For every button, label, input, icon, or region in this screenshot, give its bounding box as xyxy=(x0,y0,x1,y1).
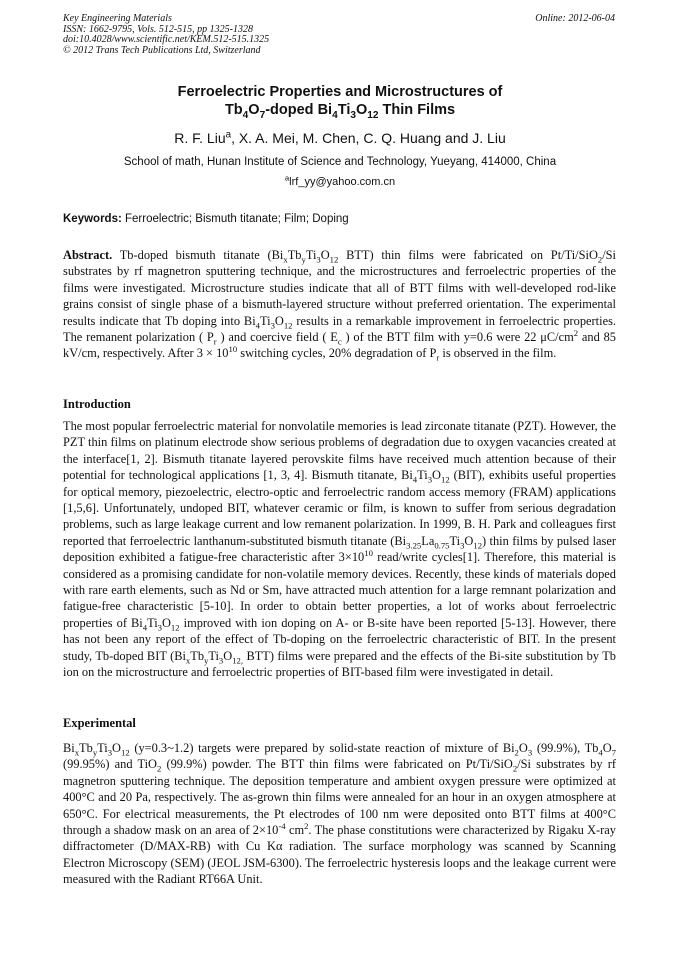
author-list: R. F. Liu$^a$, X. A. Mei, M. Chen, C. Q. Huang and J. Liu xyxy=(174,129,506,146)
journal-header xyxy=(63,14,615,56)
experimental-heading: Experimental xyxy=(63,716,136,730)
title-line-2: $Tb_4O_7$-doped $Bi_4Ti_3O_{12}$ Thin Films xyxy=(224,102,456,121)
affiliation: School of math, Hunan Institute of Science and Technology, Yueyang, 414000, China xyxy=(123,156,557,168)
paper-title xyxy=(60,83,620,119)
doi-line: doi:10.4028/www.scientific.net/KEM.512-515.1325 xyxy=(63,34,270,45)
online-date: Online: 2012-06-04 xyxy=(535,13,615,24)
experimental-paragraph: $Bi_xTb_yTi_3O_{12}$ (y=0.3~1.2) targets were prepared by solid-state reaction of mixture of $Bi_2O_3$ (99.9%), $Tb_4O_7$ (99.95%) and TiO$_2$ (99.9%) powder. The BTT thin films were fabricated on Pt/Ti/SiO$_2$/Si substrates by rf magnetron sputtering technique. The deposition temperature and ambient oxygen pressure were optimized at 400°C and 20 Pa, respectively. The as-grown thin films were annealed for an hour in an oxygen atmosphere at 650°C. For electrical measurements, the Pt electrodes of 100 nm were deposited onto BTT films at 400°C through a shadow mask on an area of $2\times 10^{-4}$ $cm^2$. The phase constitutions were characterized by Rigaku X-ray diffractometer (D/MAX-RB) with Cu Kα radiation. The surface morphology was scanned by Scanning Electron Microscopy (SEM) (JEOL JSM-6300). The ferroelectric hysteresis loops and the leakage current were measured with the Radiant RT66A Unit. xyxy=(63,741,616,887)
author-email: $^a$lrf_yy@yahoo.com.cn xyxy=(284,173,396,188)
journal-name: Key Engineering Materials xyxy=(63,13,172,24)
introduction-heading: Introduction xyxy=(63,397,131,411)
copyright-line: © 2012 Trans Tech Publications Ltd, Switzerland xyxy=(63,44,261,56)
introduction-paragraph: The most popular ferroelectric material for nonvolatile memories is lead zirconate titanate (PZT). However, the PZT thin films on platinum electrode show serious problems of degradation due to oxygen vacancies created at the interface[1, 2]. Bismuth titanate layered perovskite films have received much attention because of their potential for technological applications [1, 3, 4]. Bismuth titanate, $Bi_4Ti_3O_{12}$ (BIT), exhibits useful properties for optical memory, piezoelectric, electro-optic and ferroelectric random access memory (FRAM) applications [1,5,6]. Unfortunately, undoped BIT, whatever ceramic or film, is known to suffer from serious degradation problems, such as large leakage current and low remanent polarization. In 1999, B. H. Park and colleagues first reported that ferroelectric lanthanum-substituted bismuth titanate $(Bi_{3.25}La_{0.75}Ti_3O_{12})$ thin films by pulsed laser deposition exhibited a fatigue-free characteristic after $3\times 10^{10}$ read/write cycles[1]. Therefore, this material is considered as a promising candidate for non-volatile memory devices. Recently, these kinds of materials doped with rare earth elements, such as Nd or Sm, have attracted much attention for a large remnant polarization and fatigue-free characteristic [5-10]. In order to obtain better properties, a lot of works about ferroelectric properties of $Bi_4Ti_3O_{12}$ improved with ion doping on A- or B-site have been reported [5-13]. However, there has not been any report of the effect of Tb-doping on the ferroelectric characteristic of BIT. In the present study, Tb-doped BIT ($Bi_xTb_yTi_3O_{12,}$ BTT) films were prepared and the effects of the Bi-site substitution by Tb ion on the microstructure and ferroelectric properties of BIT-based film were investigated in detail. xyxy=(63,419,616,680)
issn-line: ISSN: 1662-9795, Vols. 512-515, pp 1325-1328 xyxy=(63,23,253,35)
title-line-1: Ferroelectric Properties and Microstructures of xyxy=(177,84,503,100)
abstract-paragraph: Abstract. Tb-doped bismuth titanate ($Bi_xTb_yTi_3O_{12}$ BTT) thin films were fabricated on Pt/Ti/SiO$_2$/Si substrates by rf magnetron sputtering technique, and the microstructures and ferroelectric properties of the films were investigated. Microstructure studies indicate that all of BTT films with well-developed rod-like grains consist of single phase of a bismuth-layered structure without preferred orientation. The experimental results indicate that Tb doping into $Bi_4Ti_3O_{12}$ results in a remarkable improvement in ferroelectric properties. The remanent polarization ( $P_r$ ) and coercive field ( $E_c$ ) of the BTT film with y=0.6 were 22 $\mu C/cm^2$ and 85 kV/cm, respectively. After $3 \times 10^{10}$ switching cycles, 20% degradation of $P_r$ is observed in the film. xyxy=(63,248,616,363)
keywords: Keywords: Ferroelectric; Bismuth titanate; Film; Doping xyxy=(63,213,349,225)
